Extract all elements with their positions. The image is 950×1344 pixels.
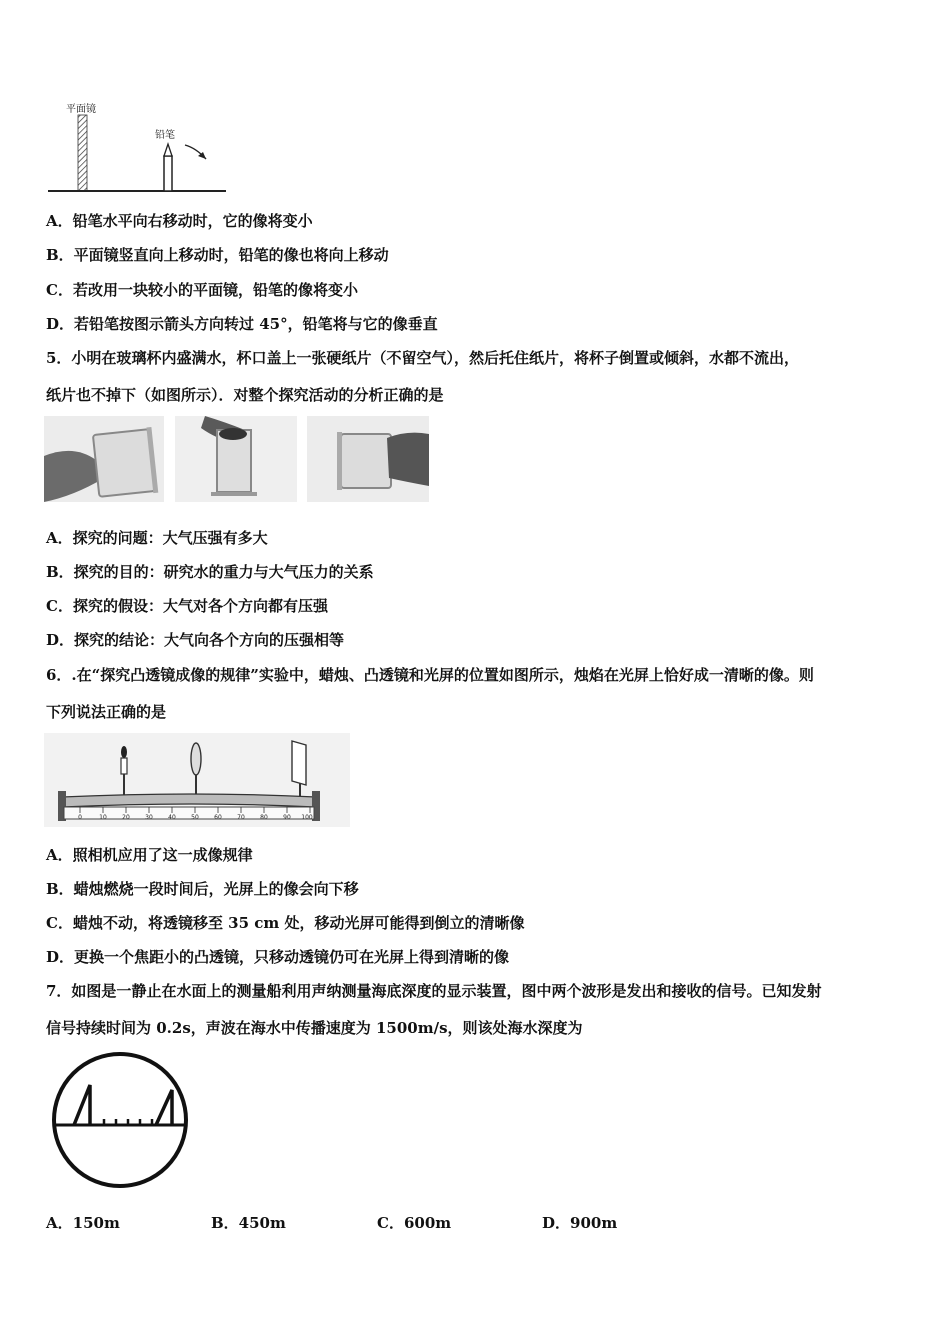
photo-cup-inverted [175,416,297,502]
figure-optical-bench [44,733,350,827]
q5-option-d: D．探究的结论：大气向各个方向的压强相等 [46,631,345,649]
q5-stem-line1: 5．小明在玻璃杯内盛满水，杯口盖上一张硬纸片（不留空气），然后托住纸片，将杯子倒置或倾斜，水都不流出， [46,349,799,367]
q5-option-c: C．探究的假设：大气对各个方向都有压强 [46,597,328,615]
ruler-tick-80: 80 [260,814,268,821]
q6-option-d: D．更换一个焦距小的凸透镜，只移动透镜仍可在光屏上得到清晰的像 [46,948,510,966]
pencil-label: 铅笔 [155,130,175,141]
photo-cup-tilted-right [307,416,429,502]
q6-stem-line1: 6．.在“探究凸透镜成像的规律”实验中，蜡烛、凸透镜和光屏的位置如图所示，烛焰在光屏上恰好成一清晰的像。则 [46,666,814,684]
q5-stem-line2: 纸片也不掉下（如图所示）．对整个探究活动的分析正确的是 [46,386,444,404]
q6-option-c: C．蜡烛不动，将透镜移至 35 cm 处，移动光屏可能得到倒立的清晰像 [46,914,525,932]
q4-option-d: D．若铅笔按图示箭头方向转过 45°，铅笔将与它的像垂直 [46,315,438,333]
q7-option-a: A．150m [46,1214,120,1232]
q7-option-b: B．450m [211,1214,286,1232]
ruler-tick-70: 70 [237,814,245,821]
ruler-tick-60: 60 [214,814,222,821]
q5-option-b: B．探究的目的：研究水的重力与大气压力的关系 [46,563,374,581]
q4-option-a: A．铅笔水平向右移动时，它的像将变小 [46,212,313,230]
q7-option-d: D．900m [542,1214,618,1232]
q6-option-b: B．蜡烛燃烧一段时间后，光屏上的像会向下移 [46,880,359,898]
q6-stem-line2: 下列说法正确的是 [46,703,167,721]
q4-option-c: C．若改用一块较小的平面镜，铅笔的像将变小 [46,281,358,299]
mirror-label: 平面镜 [66,104,96,115]
q4-option-b: B．平面镜竖直向上移动时，铅笔的像也将向上移动 [46,246,389,264]
ruler-tick-90: 90 [283,814,291,821]
ruler-tick-20: 20 [122,814,130,821]
q6-option-a: A．照相机应用了这一成像规律 [46,846,253,864]
ruler-tick-100: 100 [301,814,313,821]
figure-sonar-display [46,1050,196,1190]
ruler-tick-30: 30 [145,814,153,821]
ruler-tick-0: 0 [78,814,82,821]
q7-option-c: C．600m [377,1214,452,1232]
q7-stem-line1: 7．如图是一静止在水面上的测量船利用声纳测量海底深度的显示装置，图中两个波形是发出和接收的信号。已知发射 [46,982,822,1000]
ruler-tick-10: 10 [99,814,107,821]
ruler-tick-50: 50 [191,814,199,821]
photo-cup-tilted-left [44,416,164,502]
q7-stem-line2: 信号持续时间为 0.2s，声波在海水中传播速度为 1500m/s，则该处海水深度为 [46,1019,583,1037]
ruler-tick-40: 40 [168,814,176,821]
q5-option-a: A．探究的问题：大气压强有多大 [46,529,268,547]
